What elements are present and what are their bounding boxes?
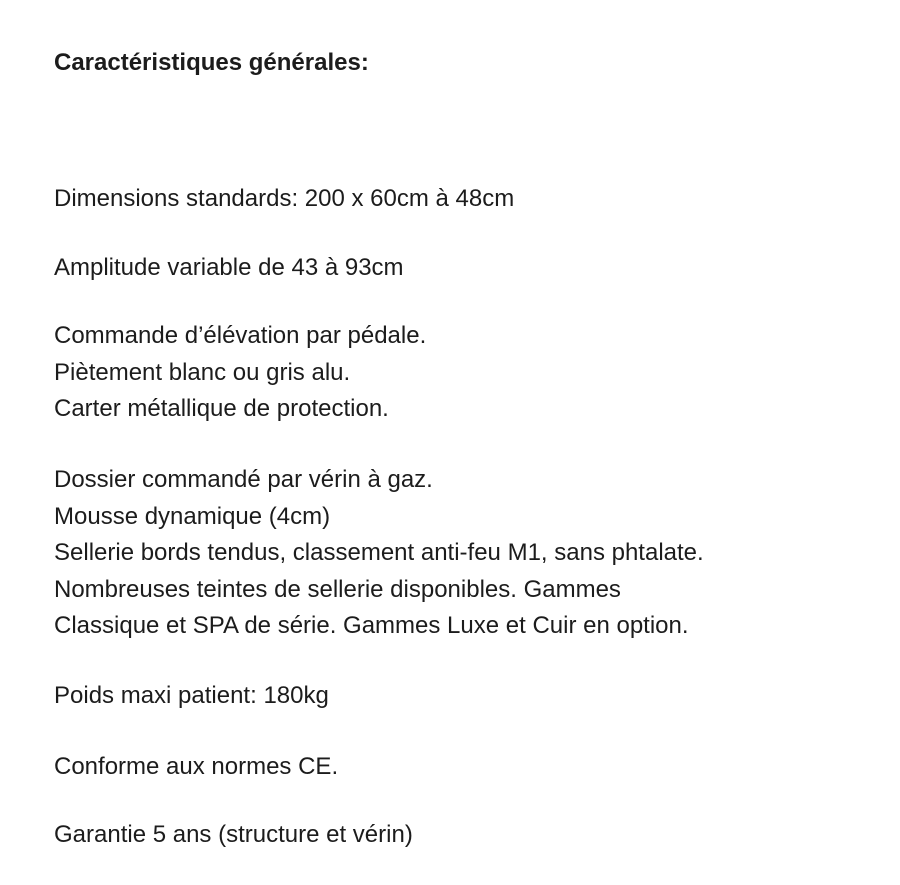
paragraph-conforme (54, 749, 338, 786)
paragraph-commande (54, 318, 426, 428)
paragraph-garantie (54, 817, 413, 854)
text-line: Dimensions standards: 200 x 60cm à 48cm (54, 185, 515, 212)
text-line: Conforme aux normes CE. (54, 753, 339, 780)
paragraph-poids (54, 678, 329, 715)
text-line: Sellerie bords tendus, classement anti-feu M1, sans phtalate. (54, 539, 704, 566)
paragraph-dossier (54, 462, 704, 645)
text-line: Garantie 5 ans (structure et vérin) (54, 821, 413, 848)
text-line: Commande d’élévation par pédale. (54, 322, 427, 349)
text-line: Dossier commandé par vérin à gaz. (54, 466, 433, 493)
text-line: Poids maxi patient: 180kg (54, 682, 329, 709)
text-line: Classique et SPA de série. Gammes Luxe et Cuir en option. (54, 612, 689, 639)
section-title: Caractéristiques générales: (54, 49, 369, 76)
text-line: Carter métallique de protection. (54, 395, 389, 422)
text-line: Mousse dynamique (4cm) (54, 502, 331, 530)
paragraph-dimensions (54, 181, 514, 218)
text-line: Piètement blanc ou gris alu. (54, 358, 351, 386)
text-line: Nombreuses teintes de sellerie disponibles. Gammes (54, 575, 621, 603)
paragraph-amplitude (54, 250, 404, 287)
text-line: Amplitude variable de 43 à 93cm (54, 254, 404, 281)
